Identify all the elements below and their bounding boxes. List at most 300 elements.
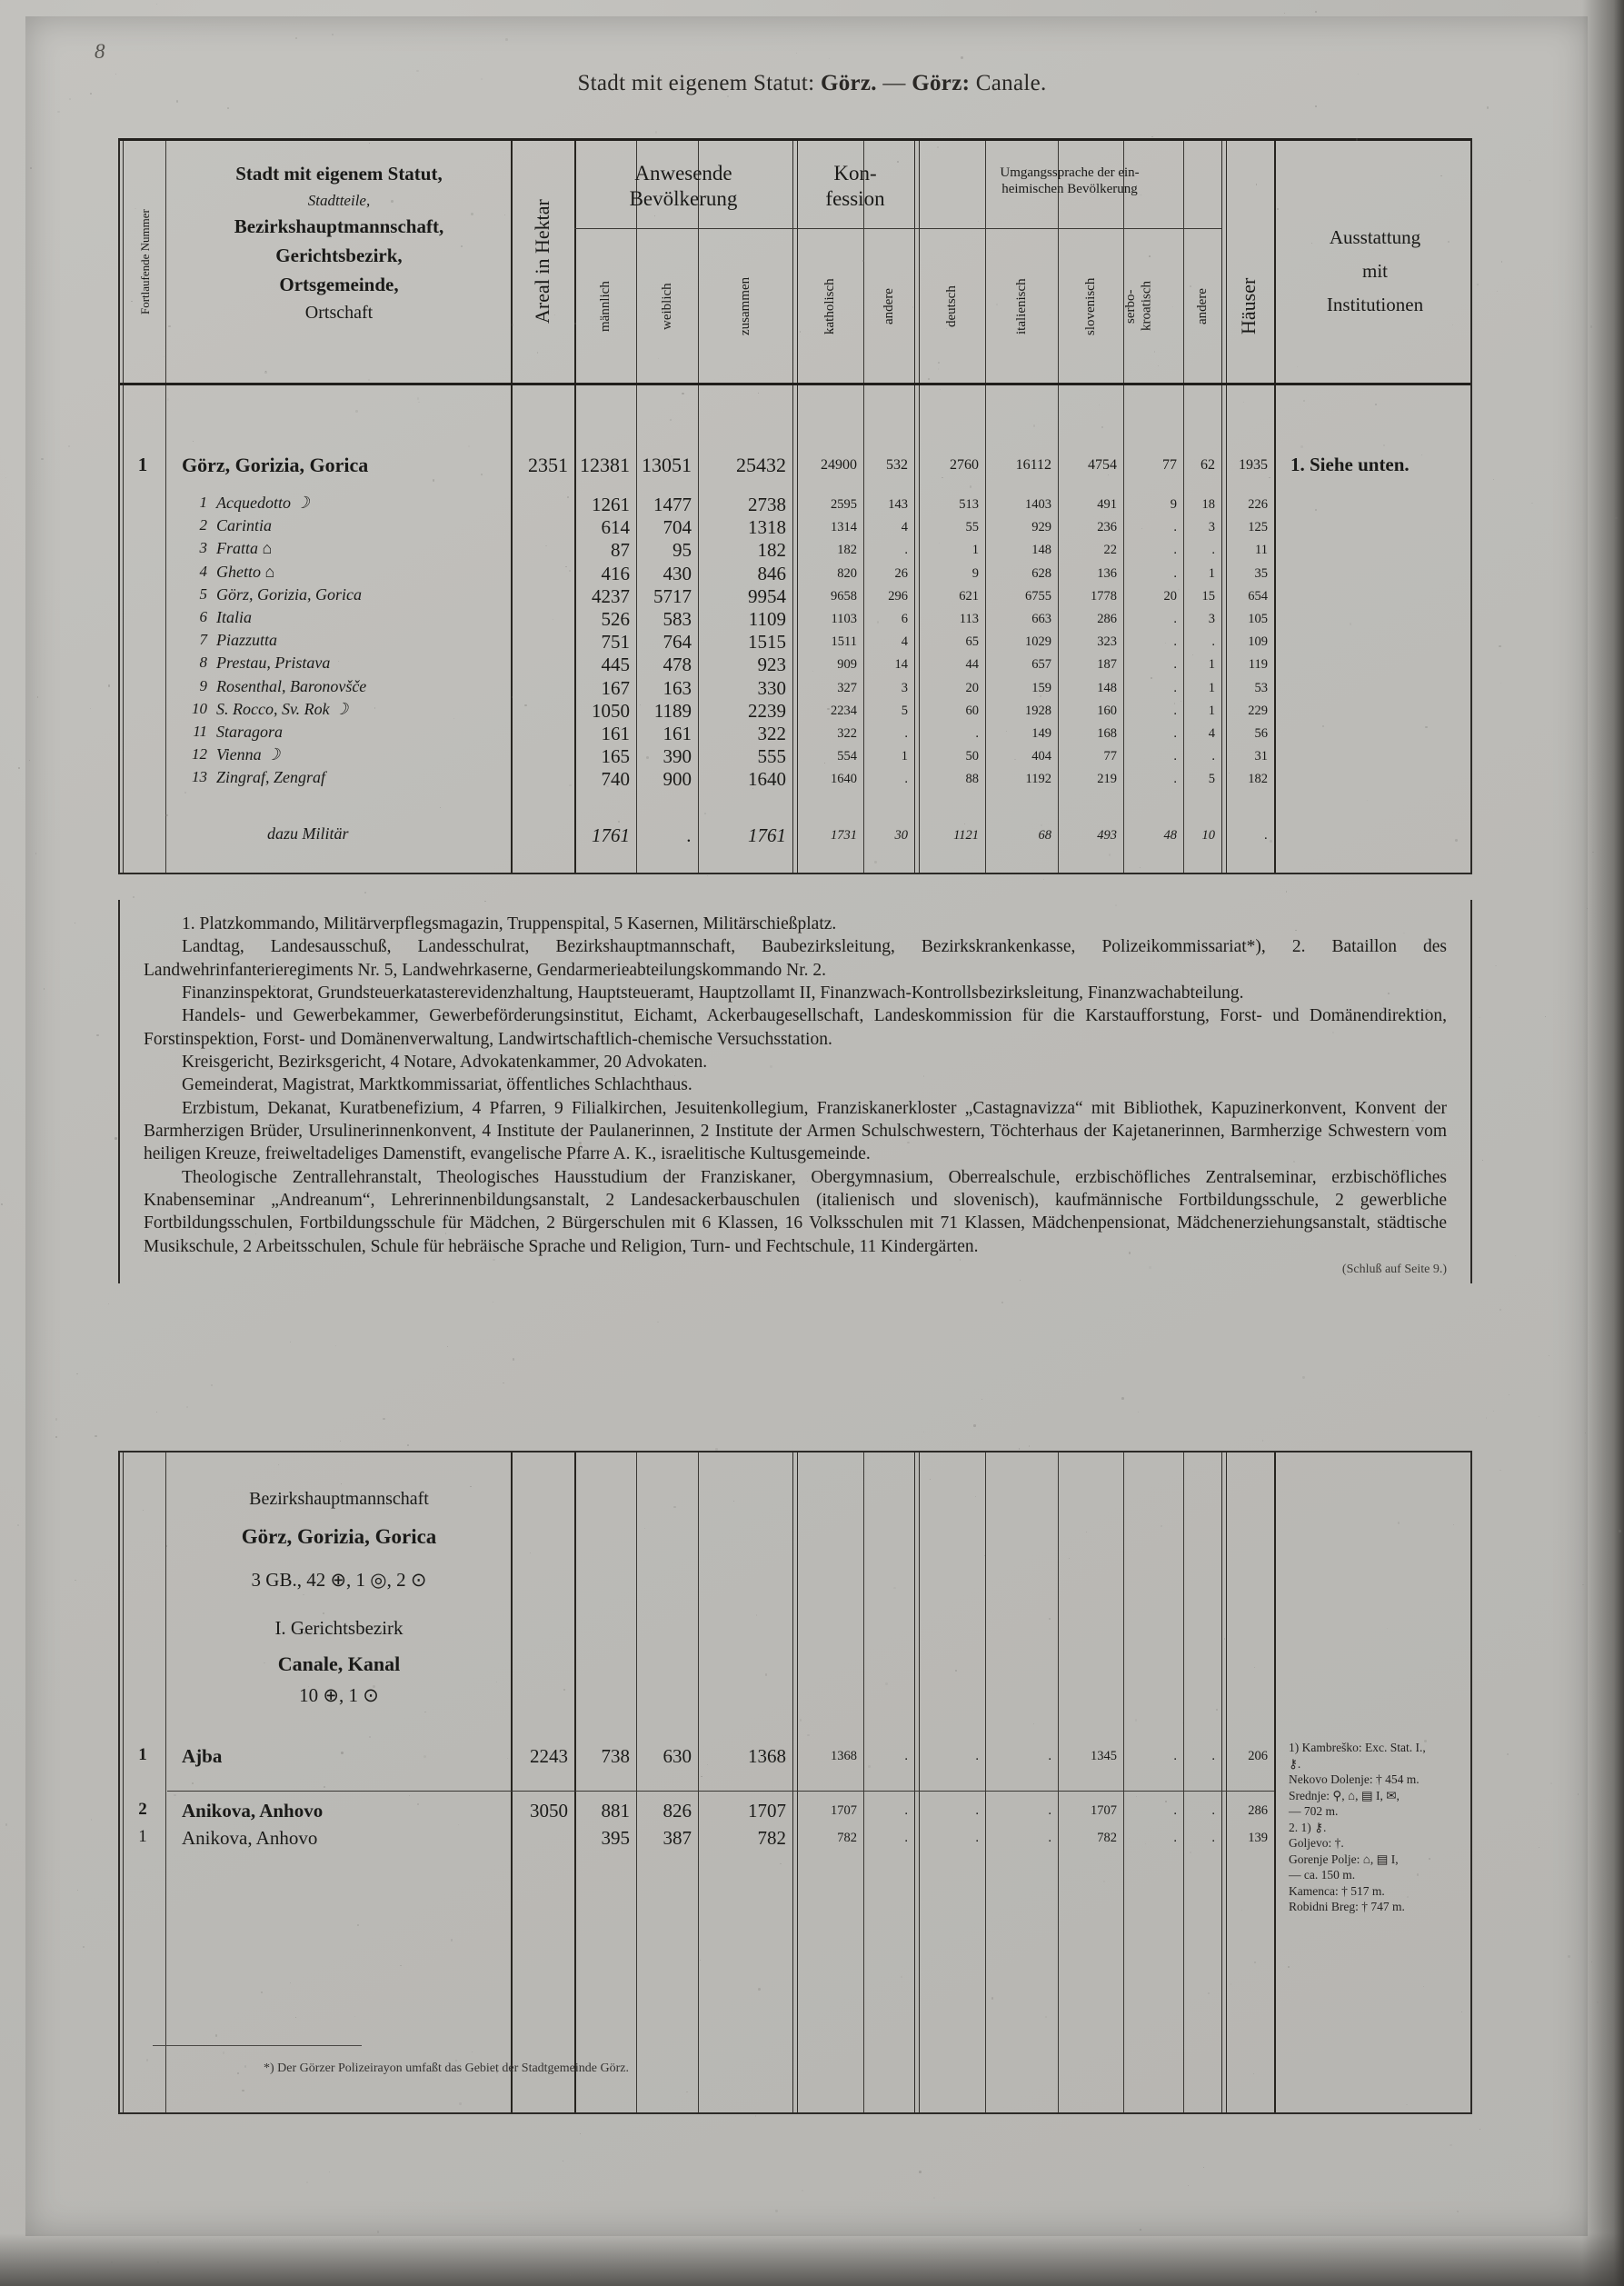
running-head-district: Görz: — [912, 71, 971, 95]
note-paragraph-1: 1. Platzkommando, Militärverpflegsmagazin, Truppenspital, 5 Kasernen, Militärschießplatz. — [182, 914, 837, 933]
paper-speck — [156, 4, 158, 5]
table1-sub-weiblich: 1477 — [653, 494, 692, 515]
page-edge-shadow — [1582, 0, 1624, 2286]
table2-institution-line-3: Nekovo Dolenje: † 454 m. — [1289, 1772, 1420, 1787]
table1-sub-row-name: Zingraf, Zengraf — [216, 768, 326, 787]
paper-speck — [850, 1803, 851, 1804]
table2-serbokroatisch: . — [1173, 1831, 1177, 1845]
note-paragraph-5: Kreisgericht, Bezirksgericht, 4 Notare, Advokatenkammer, 20 Advokaten. — [182, 1053, 708, 1073]
table1-sub-serbokroatisch: . — [1173, 634, 1177, 650]
paper-speck — [1277, 208, 1279, 210]
paper-speck — [459, 2102, 461, 2104]
paper-speck — [1101, 426, 1103, 428]
table1-sub-slovenisch: 219 — [1097, 772, 1117, 787]
paper-speck — [824, 763, 825, 764]
paper-speck — [481, 474, 483, 475]
paper-speck — [1203, 2167, 1204, 2168]
paper-speck — [1315, 11, 1317, 13]
table1-main-italienisch: 16112 — [1015, 457, 1051, 473]
paper-speck — [775, 2210, 777, 2211]
paper-speck — [733, 1501, 734, 1502]
table2-katholisch: 782 — [837, 1831, 857, 1845]
paper-speck — [1550, 1782, 1552, 1784]
header-col-sprache-andere: andere — [1195, 288, 1210, 324]
table1-sub-haeuser: 105 — [1248, 612, 1268, 626]
paper-speck — [1424, 1740, 1427, 1742]
paper-speck — [565, 566, 566, 567]
paper-speck — [57, 111, 60, 114]
table1-sub-italienisch: 148 — [1031, 543, 1051, 558]
paper-speck — [554, 314, 555, 315]
table1-subheader-rule — [574, 228, 1221, 229]
table1-military-serbokroatisch: 48 — [1163, 827, 1177, 843]
paper-speck — [1619, 1530, 1621, 1532]
paper-speck — [423, 1755, 426, 1758]
header-col-serbo-line1: serbo- — [1123, 289, 1138, 324]
table1-sub-konf-andere: 4 — [901, 634, 908, 650]
table1-sub-italienisch: 149 — [1031, 726, 1051, 741]
table2-haeuser: 139 — [1248, 1831, 1268, 1845]
note-paragraph-6: Gemeinderat, Magistrat, Marktkommissariat, öffentliches Schlachthaus. — [182, 1075, 692, 1095]
institutions-notes-block — [118, 900, 1472, 1283]
table1-sub-katholisch: 820 — [837, 565, 857, 581]
paper-speck — [802, 2190, 803, 2191]
table1-sub-row-name: Piazzutta — [216, 631, 278, 650]
paper-speck — [758, 393, 759, 394]
table2-konf-andere: . — [904, 1831, 908, 1845]
table2-column-rule-2 — [574, 1452, 576, 2112]
paper-speck — [440, 807, 441, 808]
table2-heading-gb-roman: I. Gerichtsbezirk — [274, 1617, 404, 1640]
table1-sub-deutsch: 44 — [965, 657, 979, 673]
paper-speck — [391, 200, 394, 203]
table2-institution-line-8: Gorenje Polje: ⌂, ▤ I, — [1289, 1852, 1399, 1866]
header-col-slovenisch: slovenisch — [1083, 277, 1098, 335]
paper-speck — [524, 704, 527, 707]
paper-speck — [1578, 1793, 1579, 1795]
header-group-ausstattung-line2: mit — [1361, 259, 1388, 282]
table1-sub-serbokroatisch: . — [1173, 612, 1177, 626]
table1-sub-maennlich: 740 — [601, 768, 630, 791]
table1-sub-row-name: Ghetto ⌂ — [216, 562, 275, 581]
note-paragraph-2: Landtag, Landesausschuß, Landesschulrat, Bezirkshauptmannschaft, Baubezirksleitung, Bezirkskrankenkasse, Polizeikommissariat*), 2. Bataillon des Landwehrinfanterieregiments Nr. 5, Landwehrkaserne, Gendarmerieabteilungskommando Nr. 2. — [144, 937, 1447, 980]
table1-military-italienisch: 68 — [1038, 827, 1051, 843]
paper-speck — [1045, 2016, 1047, 2018]
paper-speck — [354, 1113, 355, 1114]
paper-speck — [290, 1982, 291, 1983]
table1-sub-katholisch: 554 — [837, 749, 857, 764]
paper-speck — [1387, 1628, 1388, 1629]
paper-speck — [1568, 1955, 1569, 1957]
table1-sub-deutsch: 88 — [965, 772, 979, 787]
table1-sub-row-name: Fratta ⌂ — [216, 539, 273, 558]
paper-speck — [1500, 683, 1501, 684]
table1-sub-haeuser: 56 — [1254, 726, 1268, 741]
paper-speck — [295, 2017, 296, 2018]
table1-sub-zusammen: 330 — [757, 676, 786, 699]
table2-italienisch: . — [1048, 1831, 1051, 1845]
paper-speck — [1315, 105, 1317, 107]
paper-speck — [329, 2171, 330, 2172]
paper-speck — [18, 767, 20, 769]
table1-sub-katholisch: 1511 — [831, 634, 857, 650]
paper-speck — [658, 358, 659, 359]
paper-speck — [341, 1752, 344, 1754]
table1-sub-row-number: 4 — [199, 562, 207, 580]
paper-speck — [1121, 1397, 1124, 1400]
paper-speck — [55, 1436, 57, 1438]
paper-speck — [1182, 1722, 1183, 1723]
paper-speck — [640, 704, 641, 705]
table2-haeuser: 286 — [1248, 1803, 1268, 1818]
paper-speck — [612, 930, 613, 931]
paper-speck — [644, 1528, 645, 1529]
paper-speck — [108, 684, 110, 686]
paper-speck — [1417, 1873, 1419, 1875]
paper-speck — [531, 1069, 533, 1071]
table1-sub-zusammen: 322 — [757, 723, 786, 744]
paper-speck — [374, 707, 375, 708]
table1-sub-deutsch: 65 — [965, 634, 979, 650]
paper-speck — [674, 1075, 675, 1076]
header-col-haeuser: Häuser — [1237, 277, 1260, 335]
table2-institution-line-11: Robidni Breg: † 747 m. — [1289, 1900, 1405, 1914]
paper-speck — [445, 1040, 446, 1041]
paper-speck — [1398, 1522, 1400, 1524]
table1-sub-italienisch: 1192 — [1025, 772, 1051, 787]
table1-main-konf-andere: 532 — [886, 457, 908, 473]
table2-zusammen: 1707 — [748, 1800, 786, 1822]
paper-speck — [1188, 2185, 1189, 2186]
paper-speck — [474, 1194, 476, 1196]
paper-speck — [700, 1960, 701, 1961]
table1-sub-konf-andere: . — [904, 726, 908, 741]
table2-haeuser: 206 — [1248, 1749, 1268, 1763]
table1-sub-row-number: 8 — [199, 654, 207, 672]
paper-speck — [505, 38, 507, 40]
table1-sub-katholisch: 9658 — [831, 588, 857, 604]
paper-speck — [991, 1997, 993, 1999]
table2-maennlich: 881 — [601, 1800, 630, 1822]
table2-konf-andere: . — [904, 1803, 908, 1818]
paper-speck — [1256, 184, 1258, 185]
paper-speck — [567, 496, 569, 498]
table1-sub-serbokroatisch: 9 — [1170, 497, 1177, 512]
table1-sub-row-number: 12 — [192, 745, 207, 764]
paper-speck — [76, 1373, 77, 1374]
header-group-konfession-line2: fession — [825, 187, 885, 211]
header-group-umgangssprache-line1: Umgangssprache der ein- — [1000, 165, 1140, 180]
paper-speck — [1049, 1618, 1051, 1620]
table1-sub-maennlich: 167 — [601, 676, 630, 699]
table1-sub-sprache-andere: 1 — [1208, 680, 1215, 695]
paper-speck — [919, 2171, 922, 2173]
table1-sub-row-name: Carintia — [216, 516, 273, 535]
running-head-suffix: Canale. — [970, 71, 1047, 95]
table1-military-sprache-andere: 10 — [1201, 827, 1215, 843]
header-group-ausstattung-line3: Institutionen — [1326, 293, 1424, 315]
paper-speck — [165, 814, 167, 816]
table1-military-haeuser: . — [1264, 827, 1268, 843]
table1-main-areal: 2351 — [528, 454, 568, 476]
table2-heading-block — [167, 1476, 511, 1706]
paper-speck — [751, 1155, 752, 1156]
paper-speck — [308, 1686, 309, 1687]
paper-speck — [671, 455, 673, 457]
paper-speck — [304, 1632, 306, 1634]
paper-speck — [1448, 1192, 1450, 1193]
table1-sub-serbokroatisch: . — [1173, 726, 1177, 741]
table1-sub-maennlich: 614 — [601, 516, 630, 539]
paper-speck — [166, 1545, 167, 1546]
table2-areal: 2243 — [530, 1745, 568, 1767]
table1-sub-maennlich: 416 — [601, 562, 630, 584]
paper-speck — [673, 1506, 675, 1508]
table1-sub-haeuser: 182 — [1248, 772, 1268, 787]
table2-weiblich: 387 — [663, 1827, 692, 1849]
paper-speck — [167, 398, 169, 400]
table2-institution-line-2: ⚷. — [1289, 1756, 1301, 1771]
paper-speck — [198, 1167, 199, 1168]
paper-speck — [569, 784, 572, 787]
header-group-konfession-line1: Kon- — [833, 162, 877, 185]
paper-speck — [447, 1346, 448, 1347]
table1-sub-sprache-andere: 5 — [1208, 772, 1215, 787]
paper-speck — [569, 570, 571, 572]
paper-speck — [796, 53, 797, 54]
table1-sub-zusammen: 9954 — [748, 584, 786, 607]
paper-speck — [1286, 891, 1287, 892]
table2-column-rule-6 — [863, 1452, 864, 2112]
table1-sub-row-number: 6 — [199, 608, 207, 625]
table1-sub-weiblich: 390 — [663, 745, 692, 768]
table1-military-konf-andere: 30 — [894, 827, 908, 843]
table1-sub-serbokroatisch: . — [1173, 772, 1177, 787]
paper-speck — [1, 1203, 3, 1205]
table1-sub-konf-andere: 26 — [894, 565, 908, 581]
paper-speck — [1253, 2073, 1254, 2074]
paper-speck — [512, 324, 513, 325]
paper-speck — [340, 1441, 341, 1442]
paper-speck — [69, 98, 71, 100]
paper-speck — [1138, 1412, 1139, 1413]
table1-sub-zusammen: 182 — [757, 539, 786, 562]
paper-speck — [115, 1137, 117, 1140]
paper-speck — [227, 107, 229, 109]
table2-column-rule-0 — [165, 1452, 166, 2112]
paper-speck — [827, 708, 829, 710]
paper-speck — [1515, 1255, 1516, 1256]
running-head — [0, 71, 1624, 96]
paper-speck — [715, 1448, 718, 1451]
table2-institution-line-4: Srednje: ⚲, ⌂, ▤ I, ✉, — [1289, 1788, 1400, 1802]
paper-speck — [1592, 852, 1593, 853]
note-paragraph-4: Handels- und Gewerbekammer, Gewerbeförderungsinstitut, Eichamt, Ackerbaugesellschaft, Landeskommission für die Karstaufforstung, Forst- und Domänendirektion, Forstinspektion, Forst- und Domänenverwaltung, Landwirtschaftlich-chemische Versuchsstation. — [144, 1006, 1447, 1049]
table1-sub-row-number: 5 — [199, 584, 207, 603]
table2-italienisch: . — [1048, 1803, 1051, 1818]
paper-speck — [1229, 773, 1230, 774]
table2-column-rule-1 — [511, 1452, 513, 2112]
table1-military-slovenisch: 493 — [1097, 827, 1117, 843]
table2-weiblich: 630 — [663, 1745, 692, 1767]
table1-sub-sprache-andere: . — [1211, 749, 1215, 764]
paper-speck — [930, 1479, 931, 1480]
table1-sub-italienisch: 1928 — [1025, 703, 1051, 718]
table2-column-rule-12 — [1221, 1452, 1227, 2112]
table1-sub-zusammen: 2738 — [748, 494, 786, 515]
table1-sub-row-number: 7 — [199, 631, 207, 649]
paper-speck — [338, 2267, 341, 2270]
table1-sub-deutsch: 9 — [971, 565, 979, 581]
paper-speck — [877, 621, 879, 623]
paper-speck — [1070, 188, 1071, 190]
table2-column-rule-8 — [985, 1452, 986, 2112]
paper-speck — [1440, 175, 1441, 176]
table1-main-row-number: 1 — [137, 454, 148, 475]
paper-speck — [1069, 1558, 1070, 1559]
table1-sub-slovenisch: 1778 — [1091, 588, 1117, 604]
paper-speck — [854, 1198, 855, 1199]
header-col-zusammen: zusammen — [738, 276, 752, 336]
table2-slovenisch: 782 — [1097, 1831, 1117, 1845]
paper-speck — [1008, 1102, 1009, 1103]
paper-speck — [223, 2051, 224, 2053]
paper-speck — [306, 2181, 308, 2183]
paper-speck — [928, 378, 930, 380]
table1-sub-row-name: Acquedotto ☽ — [216, 494, 310, 512]
paper-speck — [157, 2261, 159, 2263]
header-place-line2: Stadtteile, — [307, 191, 371, 209]
paper-speck — [1020, 1280, 1021, 1281]
table1-sub-katholisch: 2595 — [831, 497, 857, 512]
paper-speck — [1284, 13, 1285, 14]
table1-sub-sprache-andere: 1 — [1208, 657, 1215, 673]
table1-sub-maennlich: 161 — [601, 723, 630, 744]
table1-column-rule-13 — [1274, 141, 1276, 873]
table1-sub-konf-andere: 5 — [901, 703, 908, 718]
paper-speck — [165, 1133, 166, 1134]
header-col-katholisch: katholisch — [822, 278, 837, 334]
paper-speck — [1457, 2211, 1459, 2212]
table2-row-name: Anikova, Anhovo — [182, 1827, 318, 1849]
table1-column-rule-1 — [511, 141, 513, 873]
paper-speck — [1158, 365, 1159, 366]
table2-slovenisch: 1345 — [1091, 1749, 1117, 1763]
paper-speck — [90, 93, 92, 95]
table2-row-number: 2 — [138, 1800, 147, 1819]
paper-speck — [146, 2059, 148, 2061]
table1-sub-maennlich: 445 — [601, 654, 630, 676]
table1-sub-katholisch: 2234 — [831, 703, 857, 718]
table1-sub-deutsch: . — [975, 726, 979, 741]
running-head-dash: — — [876, 71, 912, 95]
table2-heading-gb-symbols: 10 ⊕, 1 ⊙ — [299, 1683, 379, 1706]
paper-speck — [1379, 1865, 1380, 1866]
paper-speck — [461, 245, 463, 247]
paper-speck — [1296, 1108, 1298, 1110]
header-group-umgangssprache — [918, 165, 1221, 198]
table1-sub-zusammen: 1640 — [748, 768, 786, 791]
paper-speck — [727, 95, 729, 97]
note-paragraph-7: Erzbistum, Dekanat, Kuratbenefizium, 4 Pfarren, 9 Filialkirchen, Jesuitenkollegium, Franziskanerkloster „Castagnavizza“ mit Bibliothek, Kapuzinerkonvent, Konvent der Barmherzigen Brüder, Ursulinerinnenkonvent, 4 Institute der Paulanerinnen, 2 Institute der Armen Schulschwestern, Töchterhaus der Kajetanerinnen, Barmherzige Schwestern vom heiligen Kreuze, freiweltadeliges Damenstift, evangelische Pfarre A. K., israelitische Kultusgemeinde. — [144, 1098, 1447, 1164]
paper-speck — [693, 177, 695, 179]
table2-institution-line-5: — 702 m. — [1289, 1804, 1339, 1819]
table2-row-divider — [167, 1791, 1274, 1792]
table1-military-zusammen: 1761 — [748, 824, 786, 846]
table1-sub-row-number: 11 — [193, 723, 207, 740]
table1-sub-zusammen: 923 — [757, 654, 786, 676]
header-col-maennlich: männlich — [598, 281, 613, 332]
paper-speck — [77, 1890, 78, 1891]
table1-sub-slovenisch: 136 — [1097, 565, 1117, 581]
table1-sub-sprache-andere: 18 — [1201, 497, 1215, 512]
table2-institutions-list — [1289, 1740, 1463, 1915]
table2-heading-name: Görz, Gorizia, Gorica — [241, 1525, 437, 1548]
header-col-serbo-line2: kroatisch — [1139, 281, 1154, 332]
table1-sub-sprache-andere: 1 — [1208, 703, 1215, 718]
table2-column-rule-5 — [792, 1452, 798, 2112]
paper-speck — [1455, 839, 1457, 841]
paper-speck — [30, 167, 32, 169]
table2-column-rule-9 — [1058, 1452, 1059, 2112]
table1-sub-italienisch: 1403 — [1025, 497, 1051, 512]
table2-slovenisch: 1707 — [1091, 1803, 1117, 1818]
paper-speck — [1165, 1801, 1167, 1802]
paper-speck — [156, 1412, 157, 1413]
table1-sub-deutsch: 113 — [959, 612, 979, 626]
table1-sub-zusammen: 1515 — [748, 631, 786, 654]
table1-sub-zusammen: 2239 — [748, 699, 786, 722]
table1-military-label: dazu Militär — [267, 824, 349, 843]
paper-speck — [323, 1612, 324, 1614]
table1-main-deutsch: 2760 — [950, 457, 979, 473]
table1-sub-italienisch: 1029 — [1025, 634, 1051, 650]
paper-speck — [143, 1510, 144, 1511]
table1-sub-deutsch: 50 — [965, 749, 979, 764]
table2-zusammen: 782 — [757, 1827, 786, 1849]
paper-speck — [255, 1233, 256, 1234]
table1-main-row-name: Görz, Gorizia, Gorica — [182, 454, 369, 476]
paper-speck — [1587, 908, 1588, 909]
table1-sub-konf-andere: . — [904, 543, 908, 558]
table2-sprache-andere: . — [1211, 1803, 1215, 1818]
table1-sub-katholisch: 909 — [837, 657, 857, 673]
table2-column-rule-3 — [636, 1452, 637, 2112]
header-place-line5: Ortsgemeinde, — [279, 273, 399, 295]
table1-sub-zusammen: 555 — [757, 745, 786, 768]
paper-speck — [657, 1322, 658, 1323]
table1-sub-weiblich: 5717 — [653, 584, 692, 607]
note-paragraph-8: Theologische Zentrallehranstalt, Theologisches Hausstudium der Franziskaner, Obergymnasium, Oberrealschule, erzbischöfliches Zentralseminar, erzbischöfliches Knabenseminar „Andreanum“, Lehrerinnenbildungsanstalt, 2 Landesackerbauschulen (italienisch und slovenisch), kaufmännische Fortbildungsschule, 2 gewerbliche Fortbildungsschulen, Fortbildungsschule für Mädchen, 2 Bürgerschulen mit 6 Klassen, 16 Volksschulen mit 71 Klassen, Mädchenpensionat, Mädchenerziehungsanstalt, städtische Musikschule, 2 Arbeitsschulen, Schule für hebräische Sprache und Religion, Turn- und Fechtschule, 11 Kindergärten. — [144, 1167, 1447, 1256]
table2-serbokroatisch: . — [1173, 1749, 1177, 1763]
paper-speck — [5, 1823, 7, 1825]
table1-sub-haeuser: 53 — [1254, 680, 1268, 695]
table1-sub-weiblich: 478 — [663, 654, 692, 676]
table1-sub-konf-andere: 296 — [888, 588, 908, 604]
paper-speck — [1493, 479, 1494, 480]
table1-sub-konf-andere: 4 — [901, 520, 908, 535]
table1-header-rule — [120, 383, 1470, 385]
paper-speck — [1615, 517, 1618, 520]
table1-sub-deutsch: 513 — [959, 497, 979, 512]
paper-speck — [483, 1018, 486, 1021]
table2-column-rule-13 — [1274, 1452, 1276, 2112]
table1-sub-haeuser: 125 — [1248, 520, 1268, 535]
table1-sub-weiblich: 900 — [663, 768, 692, 791]
paper-speck — [765, 1673, 768, 1676]
paper-speck — [655, 131, 658, 134]
table2-deutsch: . — [975, 1749, 979, 1763]
